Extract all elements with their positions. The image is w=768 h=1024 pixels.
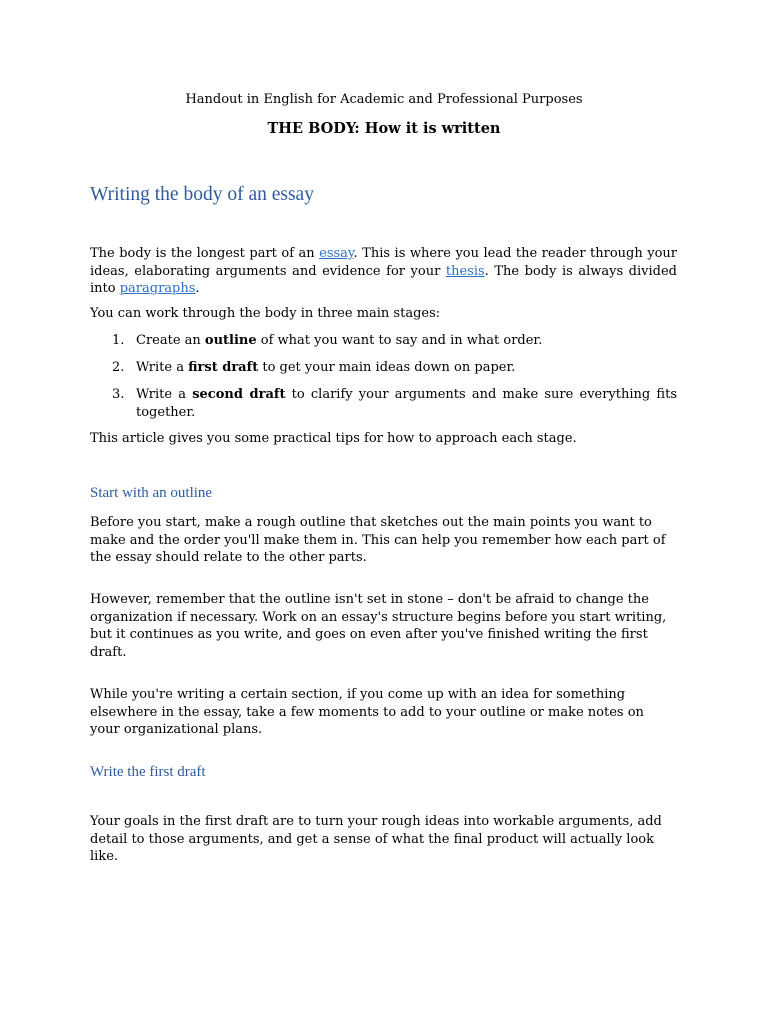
list-number: 2.: [112, 360, 125, 375]
list-item-second-draft: [112, 386, 677, 421]
intro-paragraph: [90, 245, 677, 298]
section-heading-writing-body: Writing the body of an essay: [90, 184, 314, 205]
paragraphs-link[interactable]: paragraphs: [119, 281, 196, 296]
section-heading-first-draft: Write the first draft: [90, 764, 206, 780]
list-text: Write a: [136, 360, 189, 375]
list-bold-term: second draft: [192, 387, 286, 402]
list-text: Write a: [136, 387, 193, 402]
outline-paragraph-1: Before you start, make a rough outline that sketches out the main points you want to make and the order you'll make them in. This can help you remember how each part of the essay should relate to the other parts.: [90, 515, 666, 565]
stages-intro: You can work through the body in three main stages:: [90, 306, 441, 321]
section-heading-outline: Start with an outline: [90, 485, 213, 501]
list-bold-term: first draft: [188, 360, 259, 375]
first-draft-paragraph: Your goals in the first draft are to turn your rough ideas into workable arguments, add detail to those arguments, and get a sense of what the final product will actually look like.: [90, 814, 662, 864]
list-number: 3.: [112, 387, 125, 402]
list-text: Create an: [136, 333, 205, 348]
intro-text-2: . This is where you lead the reader through your ideas, elaborating arguments and evidence for your: [90, 246, 677, 279]
intro-text-3: . The body is always divided into: [90, 263, 677, 296]
list-bold-term: outline: [204, 333, 257, 348]
intro-text-1: The body is the longest part of an: [90, 246, 320, 261]
outline-paragraph-3: While you're writing a certain section, if you come up with an idea for something elsewhere in the essay, take a few moments to add to your outline or make notes on your organizational plans.: [90, 687, 644, 737]
document-title: THE BODY: How it is written: [267, 120, 501, 137]
list-text: to clarify your arguments and make sure everything fits together.: [136, 387, 677, 420]
list-number: 1.: [112, 333, 125, 348]
list-item-outline: [112, 332, 677, 350]
thesis-link[interactable]: thesis: [445, 263, 485, 279]
handout-subtitle: Handout in English for Academic and Professional Purposes: [185, 92, 583, 107]
list-text: of what you want to say and in what order.: [256, 333, 543, 348]
outline-paragraph-2: However, remember that the outline isn't set in stone – don't be afraid to change the organization if necessary. Work on an essay's structure begins before you start writing, but it continues as you write, and goes on even after you've finished writing the first draft.: [90, 592, 667, 660]
list-item-first-draft: [112, 359, 677, 377]
list-text: to get your main ideas down on paper.: [258, 360, 516, 375]
intro-text-4: .: [195, 281, 200, 296]
stages-closing: This article gives you some practical tips for how to approach each stage.: [90, 431, 577, 446]
essay-link[interactable]: essay: [319, 246, 354, 261]
